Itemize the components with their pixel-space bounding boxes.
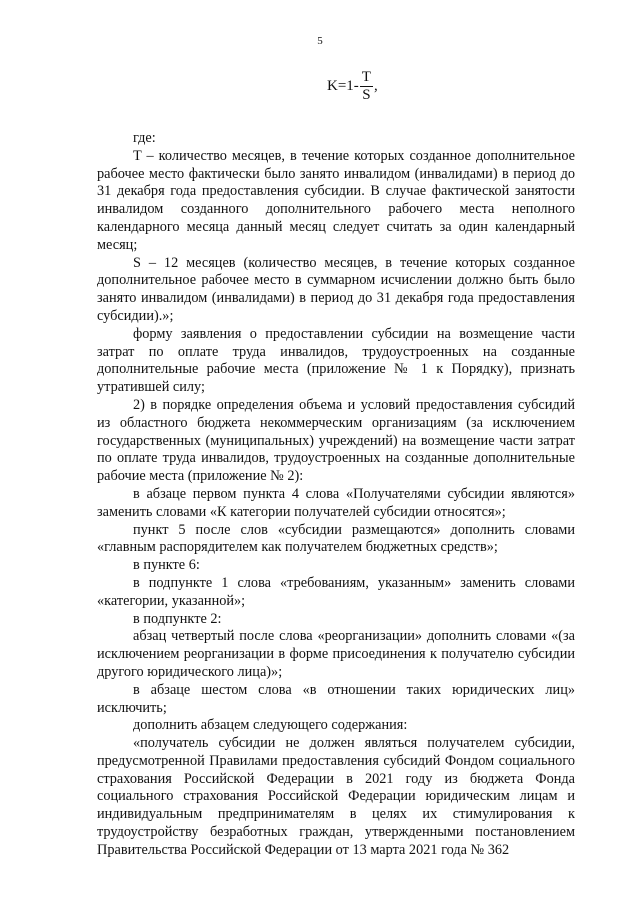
paragraph: пункт 5 после слов «субсидии размещаются» дополнить словами «главным распорядителем как получателем бюджетных средств»; — [97, 521, 575, 556]
formula-numerator: T — [361, 68, 371, 85]
paragraph: «получатель субсидии не должен являться получателем субсидии, предусмотренной Правилами предоставления субсидий Фондом социального страхования Российской Федерации в 2021 году из бюджета Фонда социального страхования Российской Федерации юридическим лицам и индивидуальным предпринимателям в целях их стимулирования к трудоустройству безработных граждан, утвержденными постановлением Правительства Российской Федерации от 13 марта 2021 года № 362 — [97, 735, 575, 858]
paragraph: где: — [133, 130, 156, 146]
paragraph: дополнить абзацем следующего содержания: — [133, 717, 408, 734]
formula-lhs: K=1- — [327, 77, 359, 94]
paragraph: S – 12 месяцев (количество месяцев, в течение которых созданное дополнительное рабочее место в суммарном исчислении должно быть было занято инвалидом (инвалидами) в период до 31 декабря года предоставления субсидии).»; — [97, 254, 575, 324]
paragraph: 2) в порядке определения объема и условий предоставления субсидий из областного бюджета некоммерческим организациям (за исключением государственных (муниципальных) учреждений) на возмещение части затрат по оплате труда инвалидов, трудоустроенных на созданные дополнительные рабочие места (приложение № 2): — [97, 396, 575, 485]
paragraph: в подпункте 1 слова «требованиям, указанным» заменить словами «категории, указанной»; — [97, 574, 575, 609]
paragraph: форму заявления о предоставлении субсидии на возмещение части затрат по оплате труда инвалидов, трудоустроенных на созданные дополнительные рабочие места (приложение № 1 к Порядку), признать утратившей силу; — [97, 325, 575, 396]
paragraph: в пункте 6: — [133, 557, 200, 574]
page-number: 5 — [317, 35, 323, 47]
paragraph: T – количество месяцев, в течение которых созданное дополнительное рабочее место фактически было занято инвалидом (инвалидами) в период до 31 декабря года предоставления субсидии. В случае фактической занятости инвалидом созданного дополнительного рабочего места неполного календарного месяца данный месяц следует считать за один календарный месяц; — [97, 147, 575, 253]
paragraph: в абзаце первом пункта 4 слова «Получателями субсидии являются» заменить словами «К категории получателей субсидии относятся»; — [97, 485, 575, 520]
formula-denominator: S — [362, 86, 371, 103]
paragraph: в абзаце шестом слова «в отношении таких юридических лиц» исключить; — [97, 681, 575, 716]
formula — [327, 66, 378, 106]
document-body — [97, 130, 575, 860]
formula-fraction — [360, 70, 373, 103]
formula-tail: , — [373, 77, 378, 94]
paragraph: абзац четвертый после слова «реорганизации» дополнить словами «(за исключением реорганизации в форме присоединения к получателю субсидии другого юридического лица)»; — [97, 628, 575, 680]
paragraph: в подпункте 2: — [133, 610, 222, 627]
